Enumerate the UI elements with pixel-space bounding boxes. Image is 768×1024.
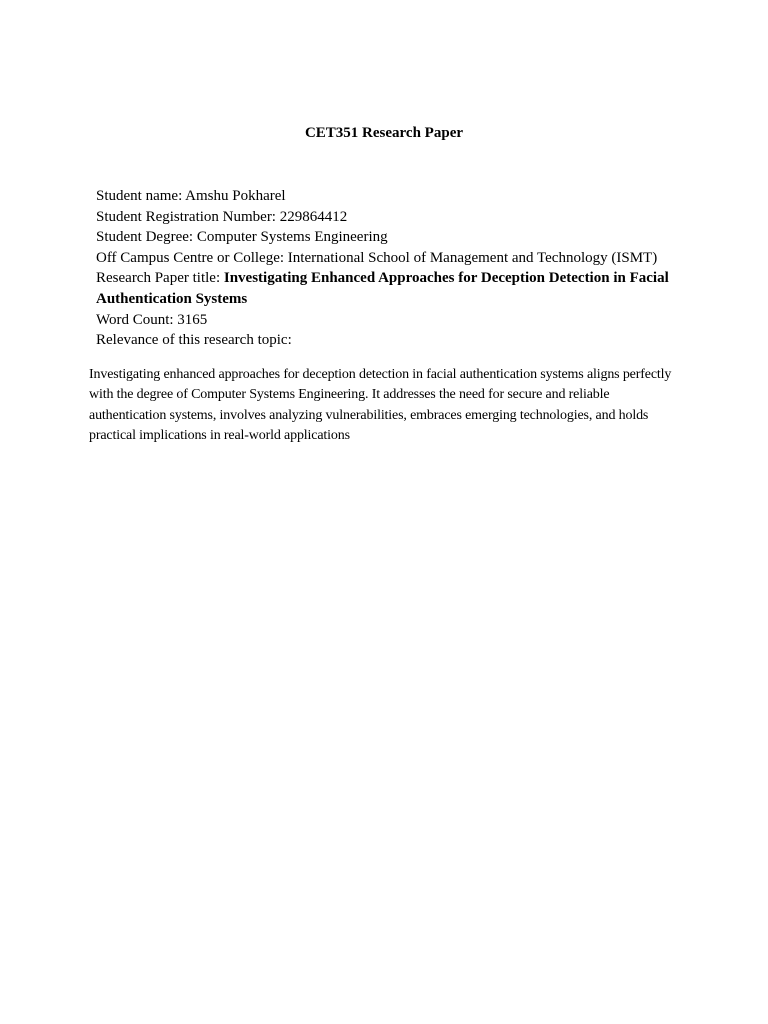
paper-title-line [96,268,696,309]
page-title: CET351 Research Paper [304,125,464,141]
student-name-label: Student name: [96,188,186,204]
student-info-block [96,186,696,351]
registration-value: 229864412 [279,208,348,225]
word-count-label: Word Count: [96,311,178,328]
student-name-value: Amshu Pokharel [185,188,286,204]
registration-line [96,207,696,228]
relevance-label: Relevance of this research topic: [96,332,292,349]
paper-title-value: Investigating Enhanced Approaches for Deception Detection in Facial Authentication Systems [96,270,669,307]
word-count-value: 3165 [177,311,208,328]
college-label: Off Campus Centre or College: [96,249,288,266]
degree-label: Student Degree: [96,229,197,246]
student-name-line [96,186,696,207]
college-value: International School of Management and Technology (ISMT) [287,249,658,266]
word-count-line [96,310,696,331]
paper-title-label: Research Paper title: [96,270,224,287]
degree-line [96,227,696,248]
registration-label: Student Registration Number: [96,208,280,225]
degree-value: Computer Systems Engineering [196,229,388,246]
relevance-paragraph: Investigating enhanced approaches for deception detection in facial authentication systems aligns perfectly with the degree of Computer Systems Engineering. It addresses the need for secure and reliable authentication systems, involves analyzing vulnerabilities, embraces emerging technologies, and holds practical implications in real-world applications [89,367,672,444]
college-line [96,248,696,269]
